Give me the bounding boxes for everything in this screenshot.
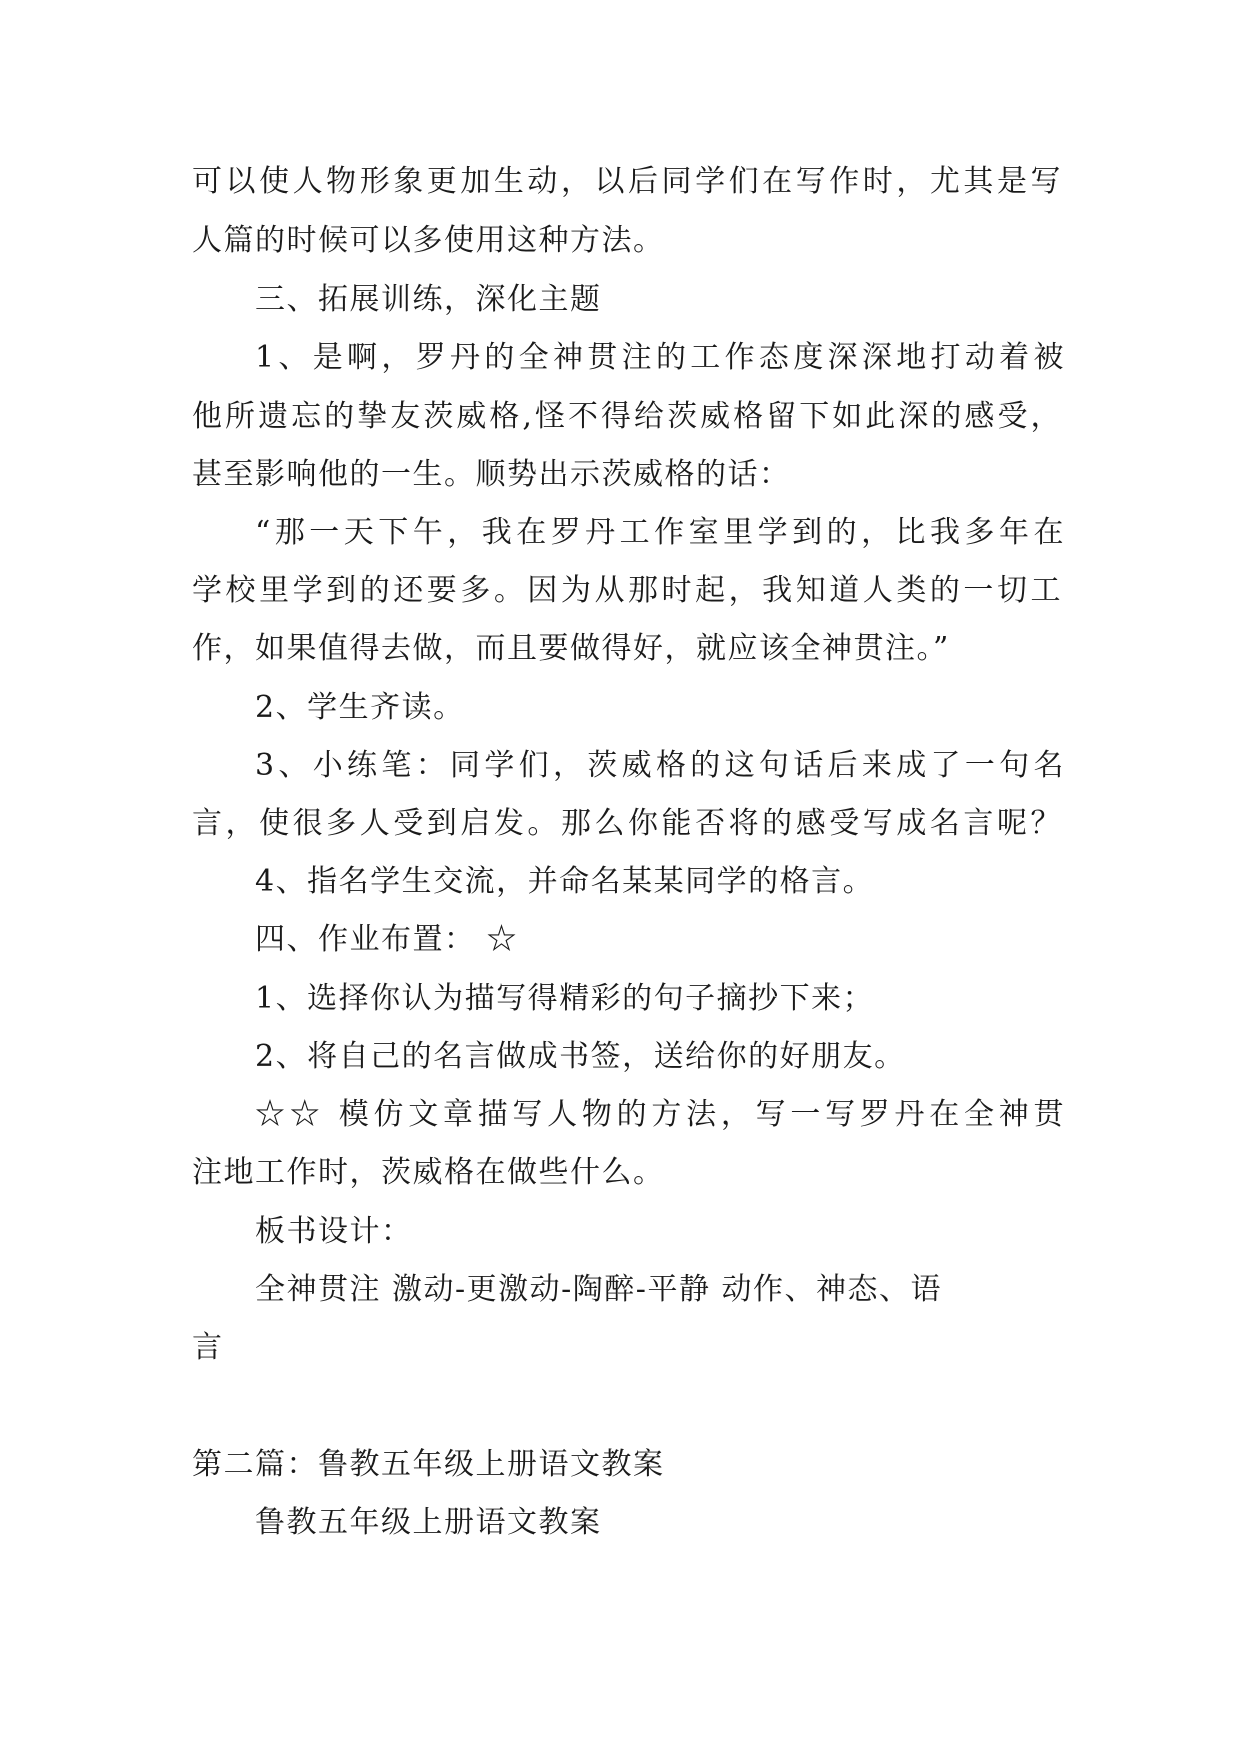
list-item: 1、选择你认为描写得精彩的句子摘抄下来； — [255, 981, 875, 1016]
paragraph-line: 甚至影响他的一生。顺势出示茨威格的话： — [192, 457, 791, 492]
board-design-line: 言 — [192, 1330, 224, 1365]
paragraph-line: 注地工作时，茨威格在做些什么。 — [192, 1155, 665, 1190]
paragraph-line: 1、是啊，罗丹的全神贯注的工作态度深深地打动着被 — [255, 340, 1065, 375]
quote-line: “那一天下午，我在罗丹工作室里学到的，比我多年在 — [255, 515, 1065, 550]
quote-line: 作，如果值得去做，而且要做得好，就应该全神贯注。” — [192, 631, 950, 666]
paragraph-line: 4、指名学生交流，并命名某某同学的格言。 — [255, 864, 875, 899]
section-heading: 三、拓展训练，深化主题 — [255, 282, 602, 317]
paragraph-line: 言，使很多人受到启发。那么你能否将的感受写成名言呢？ — [192, 806, 1062, 841]
chapter-subtitle: 鲁教五年级上册语文教案 — [255, 1505, 602, 1540]
paragraph-line: ☆☆ 模仿文章描写人物的方法，写一写罗丹在全神贯 — [255, 1097, 1065, 1132]
paragraph-line: 人篇的时候可以多使用这种方法。 — [192, 223, 665, 258]
quote-line: 学校里学到的还要多。因为从那时起，我知道人类的一切工 — [192, 573, 1062, 608]
paragraph-line: 2、学生齐读。 — [255, 690, 465, 725]
paragraph-line: 他所遗忘的挚友茨威格,怪不得给茨威格留下如此深的感受， — [192, 399, 1062, 434]
list-item: 2、将自己的名言做成书签，送给你的好朋友。 — [255, 1039, 906, 1074]
chapter-title: 第二篇：鲁教五年级上册语文教案 — [192, 1447, 665, 1482]
paragraph-line: 3、小练笔：同学们，茨威格的这句话后来成了一句名 — [255, 748, 1065, 783]
section-heading: 四、作业布置： ☆ — [255, 922, 519, 957]
board-design-line: 全神贯注 激动-更激动-陶醉-平静 动作、神态、语 — [255, 1272, 942, 1307]
paragraph-line: 可以使人物形象更加生动，以后同学们在写作时，尤其是写 — [192, 164, 1062, 199]
board-design-heading: 板书设计： — [255, 1214, 413, 1249]
